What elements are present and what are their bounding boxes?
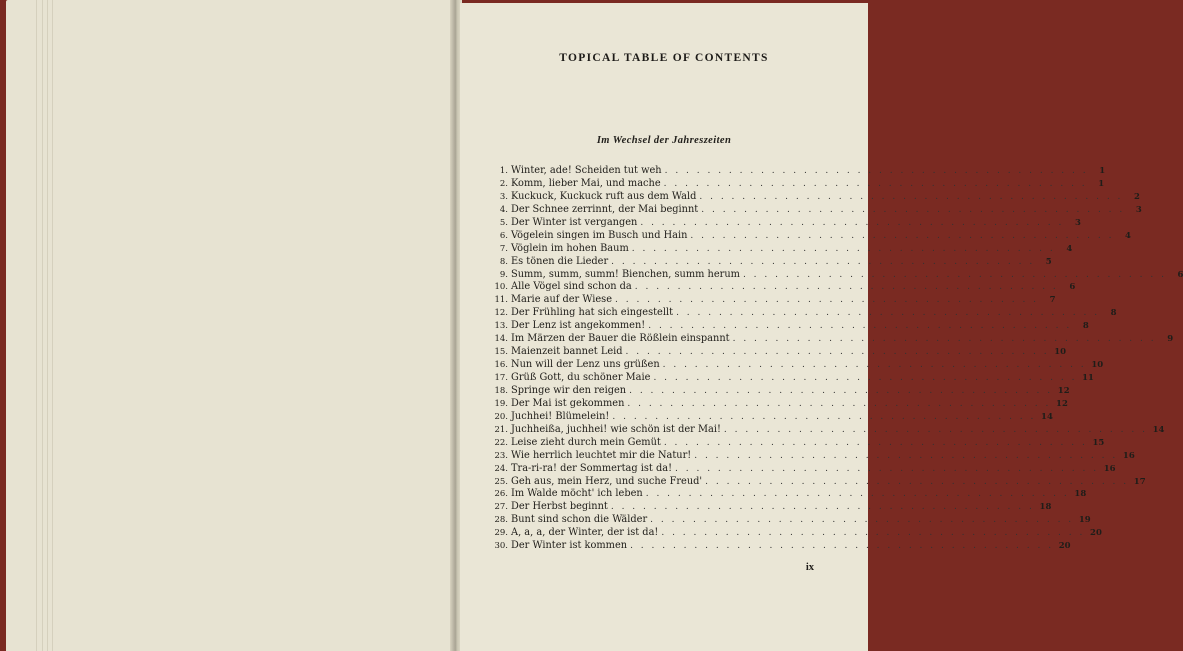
- dot-leader: . . . . . . . . . . . . . . . . . . . . . . . . . . . . . . . . . . . . . . . .: [615, 295, 1039, 306]
- toc-entry: [490, 242, 1073, 256]
- toc-entry: [490, 410, 1053, 424]
- entry-page: 15: [1092, 437, 1105, 448]
- toc-entry: [490, 527, 1102, 540]
- toc-entry: [490, 255, 1052, 269]
- entry-page: 1: [1099, 166, 1106, 176]
- entry-title: A, a, a, der Winter, der ist da!: [511, 527, 659, 539]
- entry-number: 21.: [494, 424, 508, 435]
- toc-entry: [490, 372, 1094, 385]
- entry-number: 14.: [494, 334, 508, 345]
- entry-title: Winter, ade! Scheiden tut weh: [511, 165, 662, 176]
- toc-entry: [490, 423, 1165, 437]
- page-edge-line: [36, 0, 37, 651]
- toc-entry: [490, 177, 1105, 191]
- page-number: ix: [805, 562, 814, 573]
- entry-page: 14: [1041, 411, 1053, 422]
- toc-entry: [490, 436, 1105, 450]
- toc-entry: [490, 384, 1070, 398]
- dot-leader: . . . . . . . . . . . . . . . . . . . . . . . . . . . . . . . . . . . . . . . .: [611, 256, 1035, 267]
- dot-leader: . . . . . . . . . . . . . . . . . . . . . . . . . . . . . . . . . . . . . . . .: [627, 398, 1051, 409]
- dot-leader: . . . . . . . . . . . . . . . . . . . . . . . . . . . . . . . . . . . . . . . .: [694, 450, 1118, 461]
- dot-leader: . . . . . . . . . . . . . . . . . . . . . . . . . . . . . . . . . . . . . . . .: [676, 308, 1100, 319]
- entry-page: 7: [1049, 295, 1056, 306]
- dot-leader: . . . . . . . . . . . . . . . . . . . . . . . . . . . . . . . . . . . . . . . .: [625, 347, 1050, 358]
- entry-number: 17.: [494, 373, 508, 383]
- toc-entry: [490, 203, 1142, 217]
- entry-title: Springe wir den reigen: [511, 384, 627, 396]
- dot-leader: . . . . . . . . . . . . . . . . . . . . . . . . . . . . . . . . . . . . . . . .: [742, 269, 1167, 280]
- entry-number: 4.: [499, 204, 508, 215]
- entry-title: Der Winter ist kommen: [511, 540, 628, 552]
- entry-page: 11: [1082, 373, 1094, 383]
- right-page: [460, 3, 1183, 651]
- entry-number: 23.: [494, 450, 508, 461]
- dot-leader: . . . . . . . . . . . . . . . . . . . . . . . . . . . . . . . . . . . . . . . .: [610, 502, 1035, 513]
- dot-leader: . . . . . . . . . . . . . . . . . . . . . . . . . . . . . . . . . . . . . . . .: [663, 178, 1088, 189]
- toc-entry: [490, 333, 1174, 346]
- entry-page: 6: [1069, 282, 1076, 293]
- toc-entry: [490, 229, 1131, 243]
- toc-entry: [490, 488, 1087, 501]
- entry-number: 24.: [494, 463, 508, 474]
- entry-page: 5: [1045, 256, 1052, 267]
- entry-page: 9: [1167, 334, 1174, 345]
- dot-leader: . . . . . . . . . . . . . . . . . . . . . . . . . . . . . . . . . . . . . . . .: [690, 230, 1114, 241]
- dot-leader: . . . . . . . . . . . . . . . . . . . . . . . . . . . . . . . . . . . . . . . .: [653, 373, 1077, 383]
- entry-title: Juchheißa, juchhei! wie schön ist der Mai!: [511, 423, 721, 435]
- toc-entry: [490, 281, 1076, 294]
- page-edge-line: [47, 0, 48, 651]
- entry-title: Grüß Gott, du schöner Maie: [511, 372, 651, 383]
- entry-page: 1: [1098, 178, 1105, 189]
- dot-leader: . . . . . . . . . . . . . . . . . . . . . . . . . . . . . . . . . . . . . . . .: [630, 541, 1054, 552]
- entry-title: Der Lenz ist angekommen!: [511, 320, 646, 332]
- toc-entry: [490, 449, 1135, 463]
- entry-page: 14: [1152, 424, 1165, 435]
- dot-leader: . . . . . . . . . . . . . . . . . . . . . . . . . . . . . . . . . . . . . . . .: [634, 282, 1059, 293]
- entry-number: 26.: [494, 489, 508, 500]
- entry-title: Alle Vögel sind schon da: [511, 281, 632, 293]
- entry-number: 2.: [499, 178, 508, 189]
- dot-leader: . . . . . . . . . . . . . . . . . . . . . . . . . . . . . . . . . . . . . . . .: [701, 204, 1125, 215]
- entry-title: Im Walde möcht' ich leben: [511, 488, 643, 500]
- entry-number: 30.: [494, 541, 508, 552]
- dot-leader: . . . . . . . . . . . . . . . . . . . . . . . . . . . . . . . . . . . . . . . .: [699, 191, 1123, 202]
- entry-title: Vögelein singen im Busch und Hain: [511, 229, 688, 241]
- dot-leader: . . . . . . . . . . . . . . . . . . . . . . . . . . . . . . . . . . . . . . . .: [662, 360, 1087, 371]
- entry-number: 16.: [494, 360, 508, 371]
- toc-entry: [490, 475, 1146, 489]
- entry-title: Summ, summ, summ! Bienchen, summ herum: [511, 268, 740, 280]
- entry-title: Der Frühling hat sich eingestellt: [511, 307, 674, 319]
- dot-leader: . . . . . . . . . . . . . . . . . . . . . . . . . . . . . . . . . . . . . . . .: [645, 489, 1070, 500]
- entry-number: 8.: [499, 256, 508, 267]
- toc-entry: [490, 165, 1106, 178]
- dot-leader: . . . . . . . . . . . . . . . . . . . . . . . . . . . . . . . . . . . . . . . .: [675, 463, 1099, 474]
- toc-entry: [490, 359, 1104, 372]
- entry-title: Geh aus, mein Herz, und suche Freud': [511, 475, 703, 487]
- entry-page: 19: [1078, 515, 1091, 526]
- entry-number: 22.: [494, 437, 508, 448]
- entry-page: 3: [1135, 204, 1142, 215]
- entry-number: 12.: [494, 308, 508, 319]
- entry-page: 17: [1133, 476, 1146, 487]
- entry-number: 25.: [494, 476, 508, 487]
- entry-title: Juchhei! Blümelein!: [511, 410, 610, 422]
- entry-number: 9.: [499, 269, 508, 280]
- dot-leader: . . . . . . . . . . . . . . . . . . . . . . . . . . . . . . . . . . . . . . . .: [723, 424, 1148, 435]
- entry-page: 8: [1110, 308, 1117, 319]
- entry-number: 10.: [494, 282, 508, 293]
- entry-number: 19.: [494, 398, 508, 409]
- toc-entry: [490, 268, 1183, 282]
- entry-page: 8: [1082, 321, 1089, 332]
- entry-number: 27.: [494, 502, 508, 513]
- entry-number: 29.: [494, 528, 508, 539]
- entry-page: 10: [1054, 347, 1067, 358]
- dot-leader: . . . . . . . . . . . . . . . . . . . . . . . . . . . . . . . . . . . . . . . .: [732, 334, 1157, 345]
- page-edge-line: [52, 0, 53, 651]
- dot-leader: . . . . . . . . . . . . . . . . . . . . . . . . . . . . . . . . . . . . . . . .: [612, 411, 1036, 422]
- entry-title: Kuckuck, Kuckuck ruft aus dem Wald: [511, 190, 697, 202]
- section-title: Im Wechsel der Jahreszeiten: [596, 135, 732, 146]
- entry-number: 11.: [494, 295, 508, 306]
- toc-entry: [490, 216, 1081, 230]
- entry-page: 12: [1057, 385, 1070, 396]
- entry-title: Der Winter ist vergangen: [511, 216, 638, 228]
- toc-entry: [490, 514, 1091, 527]
- toc-entry: [490, 501, 1052, 514]
- entry-page: 3: [1074, 217, 1081, 228]
- toc-entry: [490, 307, 1117, 320]
- entry-number: 28.: [494, 515, 508, 526]
- entry-page: 20: [1058, 541, 1071, 552]
- entry-title: Nun will der Lenz uns grüßen: [511, 359, 660, 371]
- entry-page: 2: [1133, 191, 1140, 202]
- dot-leader: . . . . . . . . . . . . . . . . . . . . . . . . . . . . . . . . . . . . . . . .: [629, 385, 1053, 396]
- dot-leader: . . . . . . . . . . . . . . . . . . . . . . . . . . . . . . . . . . . . . . . .: [631, 243, 1056, 254]
- entry-title: Im Märzen der Bauer die Rößlein einspannt: [511, 333, 730, 345]
- entry-title: Tra-ri-ra! der Sommertag ist da!: [511, 462, 673, 474]
- toc-entry: [490, 462, 1116, 476]
- entry-page: 18: [1074, 489, 1087, 500]
- entry-page: 20: [1090, 528, 1102, 539]
- entry-title: Vöglein im hohen Baum: [511, 242, 629, 254]
- entry-number: 15.: [494, 347, 508, 358]
- page-heading: TOPICAL TABLE OF CONTENTS: [559, 52, 769, 64]
- toc-entry: [490, 540, 1071, 553]
- dot-leader: . . . . . . . . . . . . . . . . . . . . . . . . . . . . . . . . . . . . . . . .: [650, 515, 1074, 526]
- dot-leader: . . . . . . . . . . . . . . . . . . . . . . . . . . . . . . . . . . . . . . . .: [705, 476, 1129, 487]
- entry-page: 4: [1125, 230, 1131, 241]
- entry-page: 10: [1091, 360, 1104, 371]
- entry-number: 1.: [499, 166, 508, 176]
- entry-page: 16: [1103, 463, 1116, 474]
- toc-entry: [490, 397, 1068, 411]
- entry-title: Marie auf der Wiese: [511, 294, 613, 306]
- toc-entry: [490, 320, 1089, 333]
- entry-number: 6.: [499, 230, 508, 241]
- entry-title: Maienzeit bannet Leid: [511, 346, 623, 358]
- toc-entry: [490, 346, 1067, 359]
- left-page: [6, 0, 458, 651]
- entry-title: Der Mai ist gekommen: [511, 397, 625, 409]
- entry-number: 20.: [494, 411, 508, 422]
- entry-number: 5.: [499, 217, 508, 228]
- entry-title: Komm, lieber Mai, und mache: [511, 177, 661, 189]
- entry-number: 3.: [499, 191, 508, 202]
- dot-leader: . . . . . . . . . . . . . . . . . . . . . . . . . . . . . . . . . . . . . . . .: [640, 217, 1064, 228]
- dot-leader: . . . . . . . . . . . . . . . . . . . . . . . . . . . . . . . . . . . . . . . .: [664, 166, 1089, 176]
- entry-title: Wie herrlich leuchtet mir die Natur!: [511, 449, 692, 461]
- entry-number: 7.: [499, 243, 508, 254]
- entry-page: 18: [1039, 502, 1052, 513]
- entry-page: 16: [1122, 450, 1135, 461]
- entry-title: Leise zieht durch mein Gemüt: [511, 436, 661, 448]
- dot-leader: . . . . . . . . . . . . . . . . . . . . . . . . . . . . . . . . . . . . . . . .: [661, 528, 1085, 539]
- dot-leader: . . . . . . . . . . . . . . . . . . . . . . . . . . . . . . . . . . . . . . . .: [663, 437, 1088, 448]
- entry-page: 6: [1177, 269, 1183, 280]
- entry-page: 4: [1066, 243, 1073, 254]
- entry-title: Bunt sind schon die Wälder: [511, 514, 648, 526]
- entry-title: Der Schnee zerrinnt, der Mai beginnt: [511, 203, 699, 215]
- toc-entry: [490, 294, 1056, 307]
- entry-number: 13.: [494, 321, 508, 332]
- dot-leader: . . . . . . . . . . . . . . . . . . . . . . . . . . . . . . . . . . . . . . . .: [648, 321, 1072, 332]
- entry-title: Der Herbst beginnt: [511, 501, 608, 513]
- entry-page: 12: [1056, 398, 1068, 409]
- toc-list: [490, 165, 1183, 553]
- entry-title: Es tönen die Lieder: [511, 255, 609, 267]
- toc-entry: [490, 190, 1140, 204]
- entry-number: 18.: [494, 385, 508, 396]
- page-edge-line: [42, 0, 43, 651]
